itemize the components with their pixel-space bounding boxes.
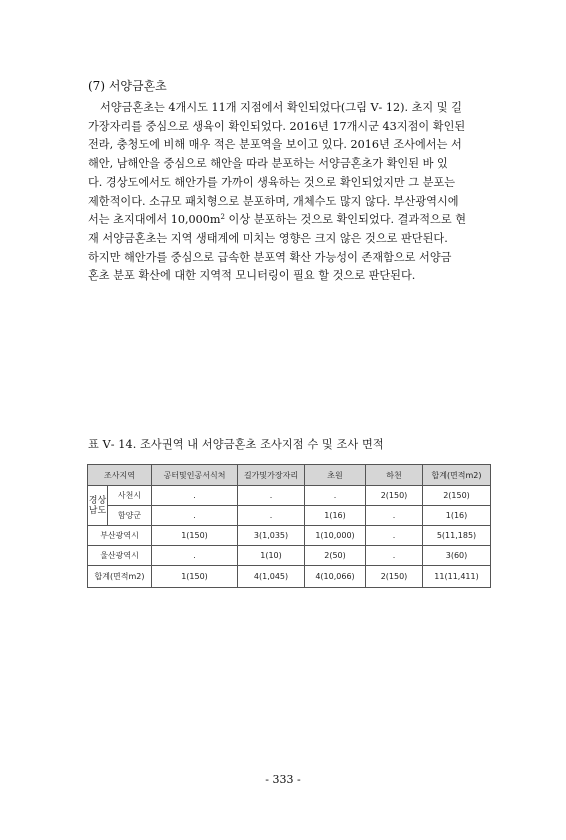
cell-region: 울산광역시 bbox=[88, 546, 152, 566]
header-region: 조사지역 bbox=[88, 465, 152, 486]
cell-total: 1(16) bbox=[423, 506, 491, 526]
page-number: - 333 - bbox=[265, 773, 301, 786]
cell-vacant: . bbox=[152, 486, 238, 506]
header-stream: 하천 bbox=[366, 465, 423, 486]
cell-total-roadside: 4(1,045) bbox=[238, 566, 305, 588]
cell-roadside: . bbox=[238, 506, 305, 526]
cell-region: 부산광역시 bbox=[88, 526, 152, 546]
paragraph-line bbox=[88, 211, 490, 230]
paragraph-line: 전라, 충청도에 비해 매우 적은 분포역을 보이고 있다. 2016년 조사에서는 서 bbox=[88, 138, 462, 152]
cell-region: 함양군 bbox=[108, 506, 152, 526]
header-total-area: 합계(면적m2) bbox=[423, 465, 491, 486]
paragraph-line: 제한적이다. 소규모 패치형으로 분포하며, 개체수도 많지 않다. 부산광역시에 bbox=[88, 194, 459, 208]
paragraph-line: 서양금혼초는 4개시도 11개 지점에서 확인되었다(그림 Ⅴ- 12). 초지 및 길 bbox=[100, 101, 462, 114]
cell-grassland: 1(10,000) bbox=[305, 526, 366, 546]
paragraph-line: 다. 경상도에서도 해안가를 가까이 생육하는 것으로 확인되었지만 그 분포는 bbox=[88, 175, 456, 189]
cell-stream: . bbox=[366, 546, 423, 566]
cell-stream: . bbox=[366, 526, 423, 546]
cell-vacant: 1(150) bbox=[152, 526, 238, 546]
cell-stream: 2(150) bbox=[366, 486, 423, 506]
cell-stream: . bbox=[366, 506, 423, 526]
paragraph-line: 해안, 남해안을 중심으로 해안을 따라 분포하는 서양금혼초가 확인된 바 있 bbox=[88, 157, 448, 171]
section-heading: (7) 서양금혼초 bbox=[88, 79, 167, 93]
paragraph-line: 혼초 분포 확산에 대한 지역적 모니터링이 필요 할 것으로 판단된다. bbox=[88, 269, 416, 283]
paragraph-line-part: 서는 초지대에서 10,000m bbox=[88, 213, 221, 227]
cell-total: 3(60) bbox=[423, 546, 491, 566]
cell-total-label: 합계(면적m2) bbox=[88, 566, 152, 588]
cell-region: 사천시 bbox=[108, 486, 152, 506]
header-vacant-artificial: 공터및인공서식처 bbox=[152, 465, 238, 486]
table-caption: 표 Ⅴ- 14. 조사권역 내 서양금혼초 조사지점 수 및 조사 면적 bbox=[88, 438, 384, 451]
cell-total-stream: 2(150) bbox=[366, 566, 423, 588]
cell-grassland: . bbox=[305, 486, 366, 506]
cell-grand-total: 11(11,411) bbox=[423, 566, 491, 588]
cell-roadside: 1(10) bbox=[238, 546, 305, 566]
cell-roadside: 3(1,035) bbox=[238, 526, 305, 546]
table-total-row bbox=[88, 566, 491, 588]
cell-grassland: 1(16) bbox=[305, 506, 366, 526]
body-paragraph bbox=[88, 99, 490, 286]
cell-vacant: . bbox=[152, 506, 238, 526]
table-header-row bbox=[88, 465, 491, 486]
table-row bbox=[88, 526, 491, 546]
header-roadside-edge: 길가및가장자리 bbox=[238, 465, 305, 486]
paragraph-line: 하지만 해안가를 중심으로 급속한 분포역 확산 가능성이 존재함으로 서양금 bbox=[88, 250, 452, 264]
table-row bbox=[88, 486, 491, 506]
table-row bbox=[88, 506, 491, 526]
region-group-gyeongnam: 경상남도 bbox=[88, 486, 108, 526]
cell-vacant: . bbox=[152, 546, 238, 566]
cell-total-grassland: 4(10,066) bbox=[305, 566, 366, 588]
cell-grassland: 2(50) bbox=[305, 546, 366, 566]
table-row bbox=[88, 546, 491, 566]
header-grassland: 초원 bbox=[305, 465, 366, 486]
cell-total: 2(150) bbox=[423, 486, 491, 506]
paragraph-line-part: 이상 분포하는 것으로 확인되었다. 결과적으로 현 bbox=[225, 213, 467, 227]
paragraph-line: 가장자리를 중심으로 생육이 확인되었다. 2016년 17개시군 43지점이 확인된 bbox=[88, 119, 466, 133]
survey-table bbox=[87, 464, 491, 588]
cell-total: 5(11,185) bbox=[423, 526, 491, 546]
cell-roadside: . bbox=[238, 486, 305, 506]
cell-total-vacant: 1(150) bbox=[152, 566, 238, 588]
superscript-two: 2 bbox=[220, 213, 225, 222]
paragraph-line: 재 서양금혼초는 지역 생태계에 미치는 영향은 크지 않은 것으로 판단된다. bbox=[88, 231, 448, 245]
